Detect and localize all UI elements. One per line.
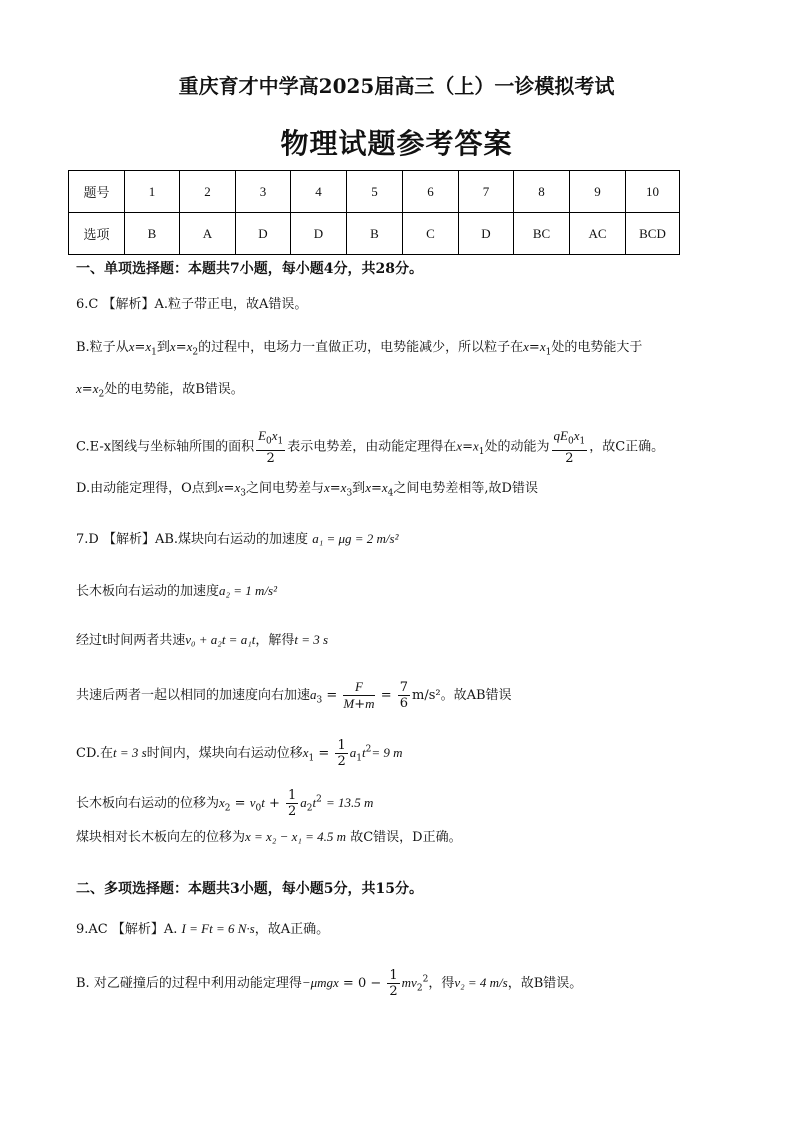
question-number: 9 [570,171,626,213]
half-fraction: $\frac{1}{2}$ [389,968,398,999]
q6-line-2: B.粒子从$x=x_1$到$x=x_2$的过程中，电场力一直做正功，电势能减少，所以粒子在$x=x_1$处的电势能大于 [76,339,643,358]
question-number: 5 [347,171,403,213]
q6-line-4: C.E-x图线与坐标轴所围的面积 $\frac{E_0x_1}{2}$ 表示电势差，由动能定理得在$x=x_1$处的动能为 $\frac{qE_0x_1}{2}$ ，故C正确。 [76,428,665,466]
area-fraction: $\frac{E_0x_1}{2}$ [258,428,284,466]
kinetic-energy-fraction: $\frac{qE_0x_1}{2}$ [553,428,586,466]
question-number: 8 [514,171,570,213]
answer-cell: AC [570,213,626,255]
half-fraction: $\frac{1}{2}$ [337,738,346,769]
half-fraction: $\frac{1}{2}$ [288,788,297,819]
question-number: 2 [180,171,236,213]
question-number: 6 [403,171,459,213]
row-label: 题号 [69,171,125,213]
q7-line-7: 煤块相对长木板向左的位移为x = x₂ − x₁ = 4.5 m 故C错误，D正确。 [76,829,462,845]
exam-title: 重庆育才中学高2025届高三（上）一诊模拟考试 [178,74,615,98]
answer-cell: A [180,213,236,255]
q6-line-1: 6.C 【解析】A.粒子带正电，故A错误。 [76,297,308,312]
q6-line-5: D.由动能定理得，O点到$x=x_3$之间电势差与$x=x_3$到$x=x_4$之间电势差相等,故D错误 [76,480,538,499]
document-title: 物理试题参考答案 [280,127,513,160]
answer-cell: BCD [626,213,680,255]
q9-line-1: 9.AC 【解析】A. I = Ft = 6 N·s，故A正确。 [76,921,330,937]
q7-line-4: 共速后两者一起以相同的加速度向右加速$a_3$ = $\frac{F}{M+m}$ = $\frac{7}{6}$ m/s²。故AB错误 [76,679,512,712]
q7-line-2: 长木板向右运动的加速度a₂ = 1 m/s² [76,583,278,599]
answer-cell: B [125,213,180,255]
section-heading-single-choice: 一、单项选择题：本题共7小题，每小题4分，共28分。 [76,261,423,277]
question-number: 1 [125,171,180,213]
answer-cell: D [236,213,291,255]
q6-line-3: $x=x_2$处的电势能，故B错误。 [76,381,244,400]
answer-cell: B [347,213,403,255]
question-number: 4 [291,171,347,213]
answer-table [68,170,680,255]
q7-line-6: 长木板向右运动的位移为$x_2 = v_0t$ + $\frac{1}{2}$ $a_2t^2 = 13.5$ m [76,788,374,819]
seven-sixths-fraction: $\frac{7}{6}$ [399,680,409,711]
q9-line-2: B. 对乙碰撞后的过程中利用动能定理得−μmgx = 0 − $\frac{1}{2}$ $mv_2^2$，得v₂ = 4 m/s，故B错误。 [76,968,583,999]
row-label: 选项 [69,213,125,255]
question-number-row [69,171,680,213]
question-number: 7 [459,171,514,213]
q7-line-1: 7.D 【解析】AB.煤块向右运动的加速度 a₁ = μg = 2 m/s² [76,531,399,547]
answer-cell: D [291,213,347,255]
question-number: 10 [626,171,680,213]
q7-line-5: CD.在t = 3 s时间内，煤块向右运动位移$x_1$ = $\frac{1}{2}$ $a_1t^2= 9$ m [76,738,403,769]
section-heading-multi-choice: 二、多项选择题：本题共3小题，每小题5分，共15分。 [76,881,423,897]
answer-cell: C [403,213,459,255]
q7-line-3: 经过t时间两者共速v₀ + a₂t = a₁t，解得t = 3 s [76,632,329,648]
force-over-mass-fraction: $\frac{F}{M+m}$ [343,679,375,712]
answer-cell: BC [514,213,570,255]
answer-row [69,213,680,255]
answer-cell: D [459,213,514,255]
question-number: 3 [236,171,291,213]
